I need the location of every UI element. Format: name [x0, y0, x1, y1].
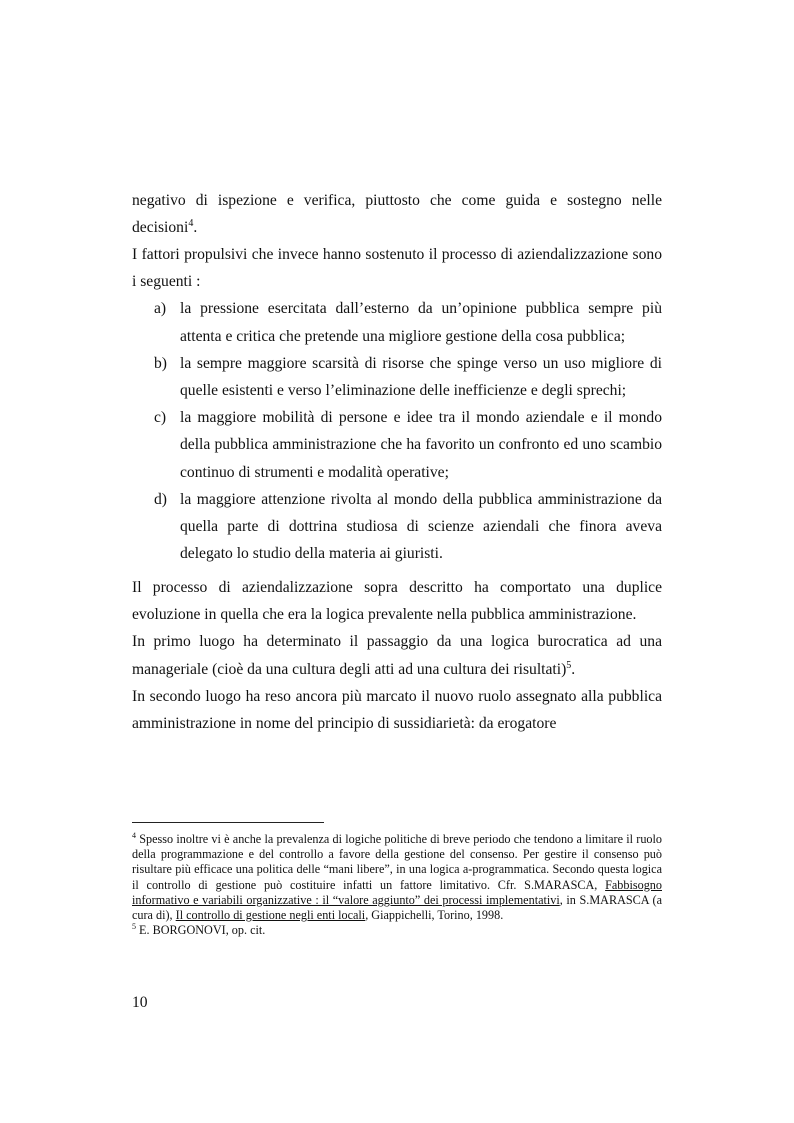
footnote-4-work-title: Fabbisogno informativo e variabili organizzative : il “valore aggiunto” dei processi implementativi [132, 877, 662, 907]
footnote-ref-4[interactable]: 4 [188, 218, 194, 230]
footnote-number: 5 [132, 922, 136, 932]
footnote-4 [132, 832, 662, 923]
footnote-4-book-title: Il controllo di gestione negli enti locali [175, 908, 366, 923]
list-marker: b) [154, 354, 167, 372]
first-point-paragraph [132, 628, 662, 682]
evolution-section [132, 574, 662, 737]
footnote-5 [132, 923, 662, 938]
list-item [132, 404, 662, 486]
footnote-separator [132, 822, 324, 823]
footnote-4-in-part: , in S.MARASCA (a cura di), [132, 892, 662, 923]
intro-paragraph [132, 187, 662, 241]
list-marker: d) [154, 490, 167, 508]
footnote-4-publisher: , Giappichelli, Torino, 1998. [365, 908, 504, 923]
intro-text: negativo di ispezione e verifica, piuttosto che come guida e sostegno nelle decisioni [132, 192, 662, 237]
footnote-4-text: Spesso inoltre vi è anche la prevalenza di logiche politiche di breve periodo che tendono a limitare il ruolo della programmazione e del controllo a favore della gestione del consenso. Per gestire il consenso può risultare più efficace una politica delle “mani libere”, in una logica a-programmatica. Secondo questa logica il controllo di gestione può costituire infatti un fattore limitativo. Cfr. S.MARASCA, [132, 832, 662, 892]
footnote-5-text: E. BORGONOVI, op. cit. [136, 923, 266, 938]
intro-paragraph-continuation [132, 187, 662, 241]
factors-list [132, 295, 662, 567]
list-item [132, 486, 662, 568]
first-point-end: . [571, 660, 576, 678]
list-item-text: la pressione esercitata dall’esterno da un’opinione pubblica sempre più attenta e critica che pretende una migliore gestione della cosa pubblica; [180, 300, 662, 345]
list-marker: a) [154, 300, 167, 318]
list-marker: c) [154, 409, 167, 427]
list-item-text: la sempre maggiore scarsità di risorse che spinge verso un uso migliore di quelle esistenti e verso l’eliminazione delle inefficienze e degli sprechi; [180, 354, 662, 400]
footnote-ref-5[interactable]: 5 [566, 659, 572, 671]
list-item [132, 350, 662, 404]
second-point-paragraph: In secondo luogo ha reso ancora più marcato il nuovo ruolo assegnato alla pubblica amministrazione in nome del principio di sussidiarietà: da erogatore [132, 687, 662, 733]
factors-section [132, 241, 662, 567]
intro-end: . [193, 219, 198, 237]
list-item [132, 295, 662, 349]
footnotes [132, 832, 662, 938]
list-item-text: la maggiore mobilità di persone e idee tra il mondo aziendale e il mondo della pubblica amministrazione che ha favorito un confronto ed uno scambio continuo di strumenti e modalità operative; [180, 409, 662, 481]
factors-intro: I fattori propulsivi che invece hanno sostenuto il processo di aziendalizzazione sono i seguenti : [132, 246, 662, 291]
page-number: 10 [132, 994, 148, 1011]
list-item-text: la maggiore attenzione rivolta al mondo della pubblica amministrazione da quella parte di dottrina studiosa di scienze aziendali che finora aveva delegato lo studio della materia ai giuristi. [180, 490, 662, 563]
evolution-paragraph: Il processo di aziendalizzazione sopra descritto ha comportato una duplice evoluzione in quella che era la logica prevalente nella pubblica amministrazione. [132, 579, 662, 624]
first-point-text: In primo luogo ha determinato il passaggio da una logica burocratica ad una manageriale (cioè da una cultura degli atti ad una cultura dei risultati) [132, 633, 662, 678]
footnote-number: 4 [132, 831, 136, 840]
